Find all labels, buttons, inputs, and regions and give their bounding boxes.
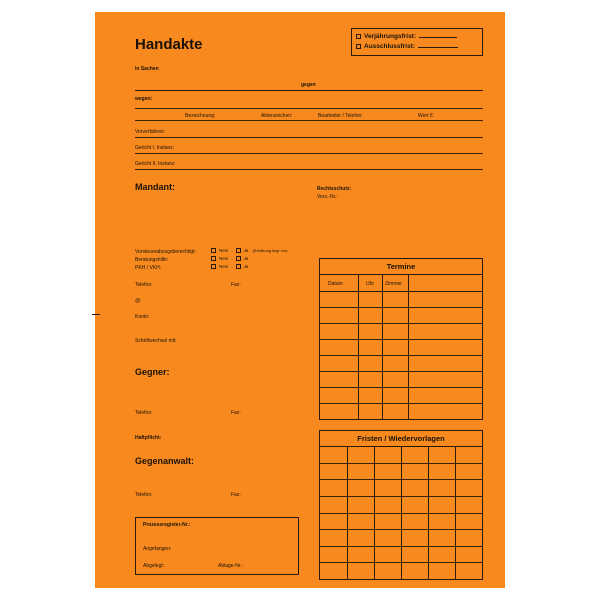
bearbeiter-label: Bearbeiter / Telefon: xyxy=(318,113,363,119)
konto-label: Konto: xyxy=(135,314,150,320)
page-title: Handakte xyxy=(135,36,203,53)
termine-row-line xyxy=(320,371,482,372)
nein-label: Nein xyxy=(219,256,229,261)
angefangen-label: Angefangen: xyxy=(143,546,172,552)
columns-line xyxy=(135,120,483,121)
gegenanwalt-telefon-label: Telefon: xyxy=(135,492,153,498)
beratungshilfe-nein-checkbox[interactable] xyxy=(211,256,216,261)
schriftwechsel-label: Schriftwechsel mit: xyxy=(135,338,177,344)
termine-col-uhr: Uhr xyxy=(366,281,375,287)
gericht1-label: Gericht I. Instanz: xyxy=(135,145,175,151)
gegenanwalt-heading: Gegenanwalt: xyxy=(135,456,195,466)
pkh-label: PKH / VKH: xyxy=(135,265,162,271)
ja-label: Ja xyxy=(243,264,249,269)
gericht2-label: Gericht II. Instanz: xyxy=(135,161,176,167)
verjaehrung-row xyxy=(356,32,457,40)
gegen-label: gegen xyxy=(301,82,316,88)
handakte-sheet xyxy=(95,12,505,588)
termine-row-line xyxy=(320,403,482,404)
fristen-row-line xyxy=(320,513,482,514)
aktenzeichen-label: Aktenzeichen: xyxy=(261,113,293,119)
termine-row-line xyxy=(320,387,482,388)
gegner-heading: Gegner: xyxy=(135,367,170,377)
termine-col-divider xyxy=(408,275,409,419)
deadline-box xyxy=(351,28,483,56)
gegner-fax-label: Fax: xyxy=(231,410,241,416)
abgelegt-label: Abgelegt: xyxy=(143,563,165,569)
prozessregister-label: Prozessregister-Nr.: xyxy=(143,522,191,528)
wert-label: Wert €: xyxy=(418,113,435,119)
beratungshilfe-options xyxy=(211,256,248,261)
termine-col-datum: Datum xyxy=(328,281,343,287)
fristen-row-line xyxy=(320,479,482,480)
gericht1-line xyxy=(135,153,483,154)
ablage-nr-label: Ablage-Nr.: xyxy=(218,563,244,569)
vorsteuer-options xyxy=(211,248,287,253)
termine-row-line xyxy=(320,339,482,340)
mandant-fax-label: Fax: xyxy=(231,282,241,288)
fold-mark xyxy=(92,314,100,315)
fristen-table xyxy=(319,430,483,580)
vorverfahren-line xyxy=(135,137,483,138)
ja-label: Ja xyxy=(243,248,249,253)
vers-nr-label: Vers.-Nr.: xyxy=(317,194,338,200)
termine-row-line xyxy=(320,307,482,308)
pkh-ja-checkbox[interactable] xyxy=(236,264,241,269)
vorsteuer-ja-checkbox[interactable] xyxy=(236,248,241,253)
ausschluss-row xyxy=(356,42,458,50)
email-at-icon: @: xyxy=(135,298,142,304)
in-sachen-label: in Sachen xyxy=(135,66,159,72)
verjaehrung-label: Verjährungsfrist: xyxy=(364,33,417,40)
wegen-label: wegen: xyxy=(135,96,153,102)
fristen-row-line xyxy=(320,529,482,530)
vorsteuer-label: Vorsteuerabzugsberechtigt: xyxy=(135,249,196,255)
pkh-options xyxy=(211,264,248,269)
haftpflicht-label: Haftpflicht: xyxy=(135,435,162,441)
termine-title: Termine xyxy=(320,259,482,275)
beratungshilfe-label: Beratungshilfe: xyxy=(135,257,169,263)
termine-row-line xyxy=(320,323,482,324)
ausschluss-label: Ausschlussfrist: xyxy=(364,43,415,50)
gegner-telefon-label: Telefon: xyxy=(135,410,153,416)
parties-line xyxy=(135,90,483,91)
nein-label: Nein xyxy=(219,264,229,269)
fristen-row-line xyxy=(320,546,482,547)
vorsteuer-nein-checkbox[interactable] xyxy=(211,248,216,253)
termine-row-line xyxy=(320,355,482,356)
prozessregister-box xyxy=(135,517,299,575)
verjaehrung-blank xyxy=(419,32,457,38)
pkh-nein-checkbox[interactable] xyxy=(211,264,216,269)
fristen-row-line xyxy=(320,463,482,464)
beratungshilfe-ja-checkbox[interactable] xyxy=(236,256,241,261)
mandant-telefon-label: Telefon: xyxy=(135,282,153,288)
fristen-row-line xyxy=(320,496,482,497)
nein-label: Nein xyxy=(219,248,229,253)
termine-col-divider xyxy=(382,275,383,419)
bezeichnung-label: Bezeichnung: xyxy=(185,113,216,119)
vorverfahren-label: Vorverfahren: xyxy=(135,129,166,135)
gegenanwalt-fax-label: Fax: xyxy=(231,492,241,498)
ja-label: Ja xyxy=(243,256,249,261)
termine-header-row xyxy=(320,275,482,292)
mandant-heading: Mandant: xyxy=(135,182,175,192)
ausschluss-checkbox[interactable] xyxy=(356,44,361,49)
gericht2-line xyxy=(135,169,483,170)
termine-col-zimmer: Zimmer xyxy=(385,281,402,287)
fristen-row-line xyxy=(320,562,482,563)
termine-table xyxy=(319,258,483,420)
ausschluss-blank xyxy=(418,42,458,48)
rechtsschutz-label: Rechtsschutz: xyxy=(317,186,352,192)
erklaerung-note: (Erklärung liegt vor) xyxy=(252,248,288,253)
fristen-title: Fristen / Wiedervorlagen xyxy=(320,431,482,447)
verjaehrung-checkbox[interactable] xyxy=(356,34,361,39)
wegen-line xyxy=(135,108,483,109)
termine-col-divider xyxy=(358,275,359,419)
